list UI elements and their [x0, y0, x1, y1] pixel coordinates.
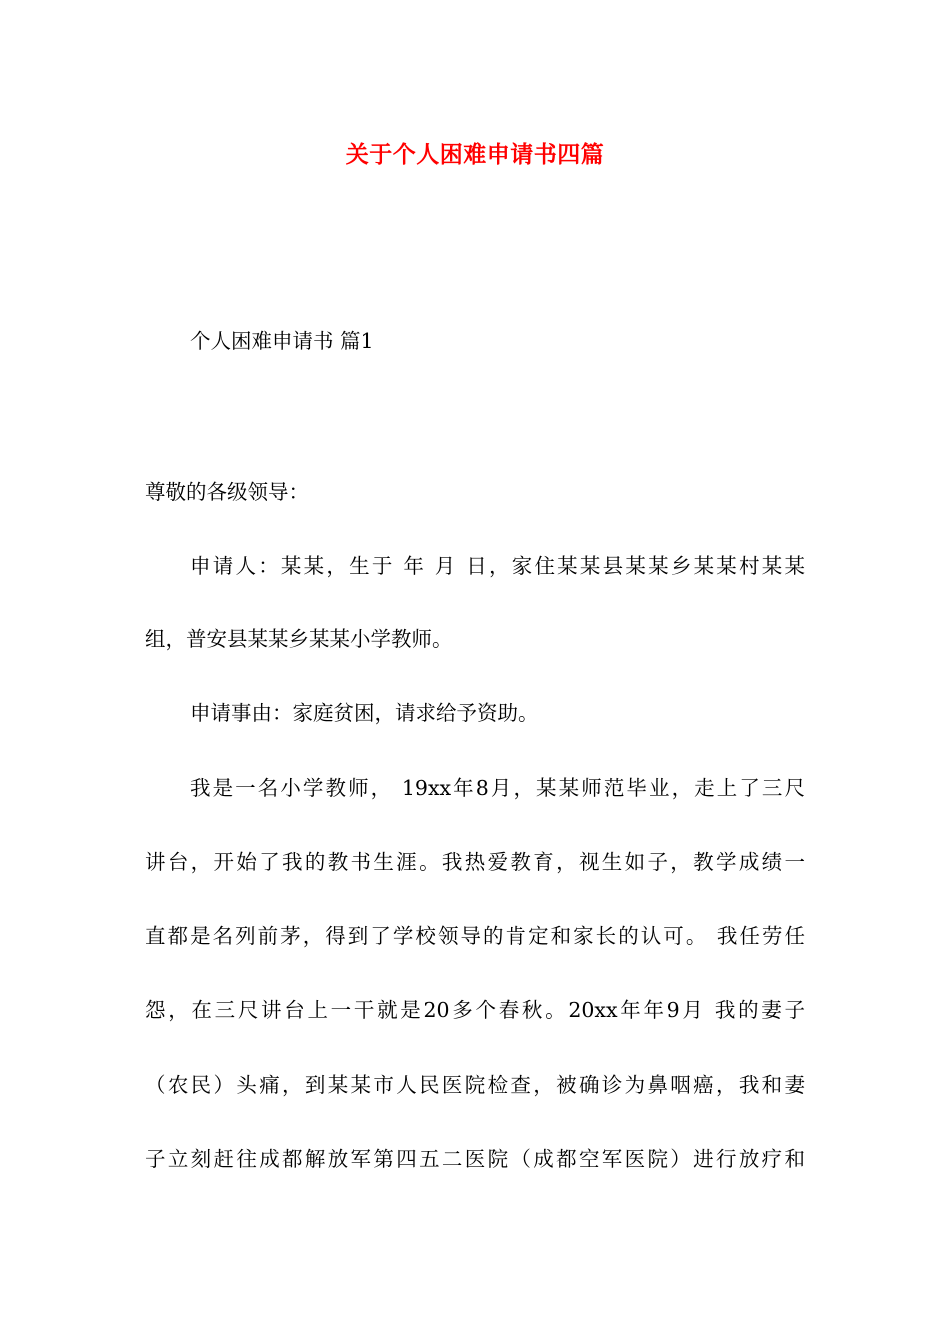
paragraph-line: 子立刻赶往成都解放军第四五二医院（成都空军医院）进行放疗和 [145, 1147, 805, 1171]
salutation: 尊敬的各级领导： [145, 480, 309, 504]
paragraph-line: 申请人：某某，生于 年 月 日，家住某某县某某乡某某村某某 [190, 554, 805, 578]
paragraph-line: 直都是名列前茅，得到了学校领导的肯定和家长的认可。 我任劳任 [145, 924, 805, 948]
document-title: 关于个人困难申请书四篇 [345, 141, 605, 168]
paragraph-line: （农民）头痛，到某某市人民医院检查，被确诊为鼻咽癌，我和妻 [145, 1073, 805, 1097]
paragraph-line: 我是一名小学教师， 19xx年8月，某某师范毕业，走上了三尺 [190, 776, 805, 800]
paragraph-line: 组，普安县某某乡某某小学教师。 [145, 627, 453, 651]
section-heading: 个人困难申请书 篇1 [190, 329, 374, 353]
paragraph-line: 讲台，开始了我的教书生涯。我热爱教育，视生如子，教学成绩一 [145, 850, 805, 874]
paragraph-line: 怨，在三尺讲台上一干就是20多个春秋。20xx年年9月 我的妻子 [145, 998, 805, 1022]
paragraph-line: 申请事由：家庭贫困，请求给予资助。 [190, 701, 539, 725]
